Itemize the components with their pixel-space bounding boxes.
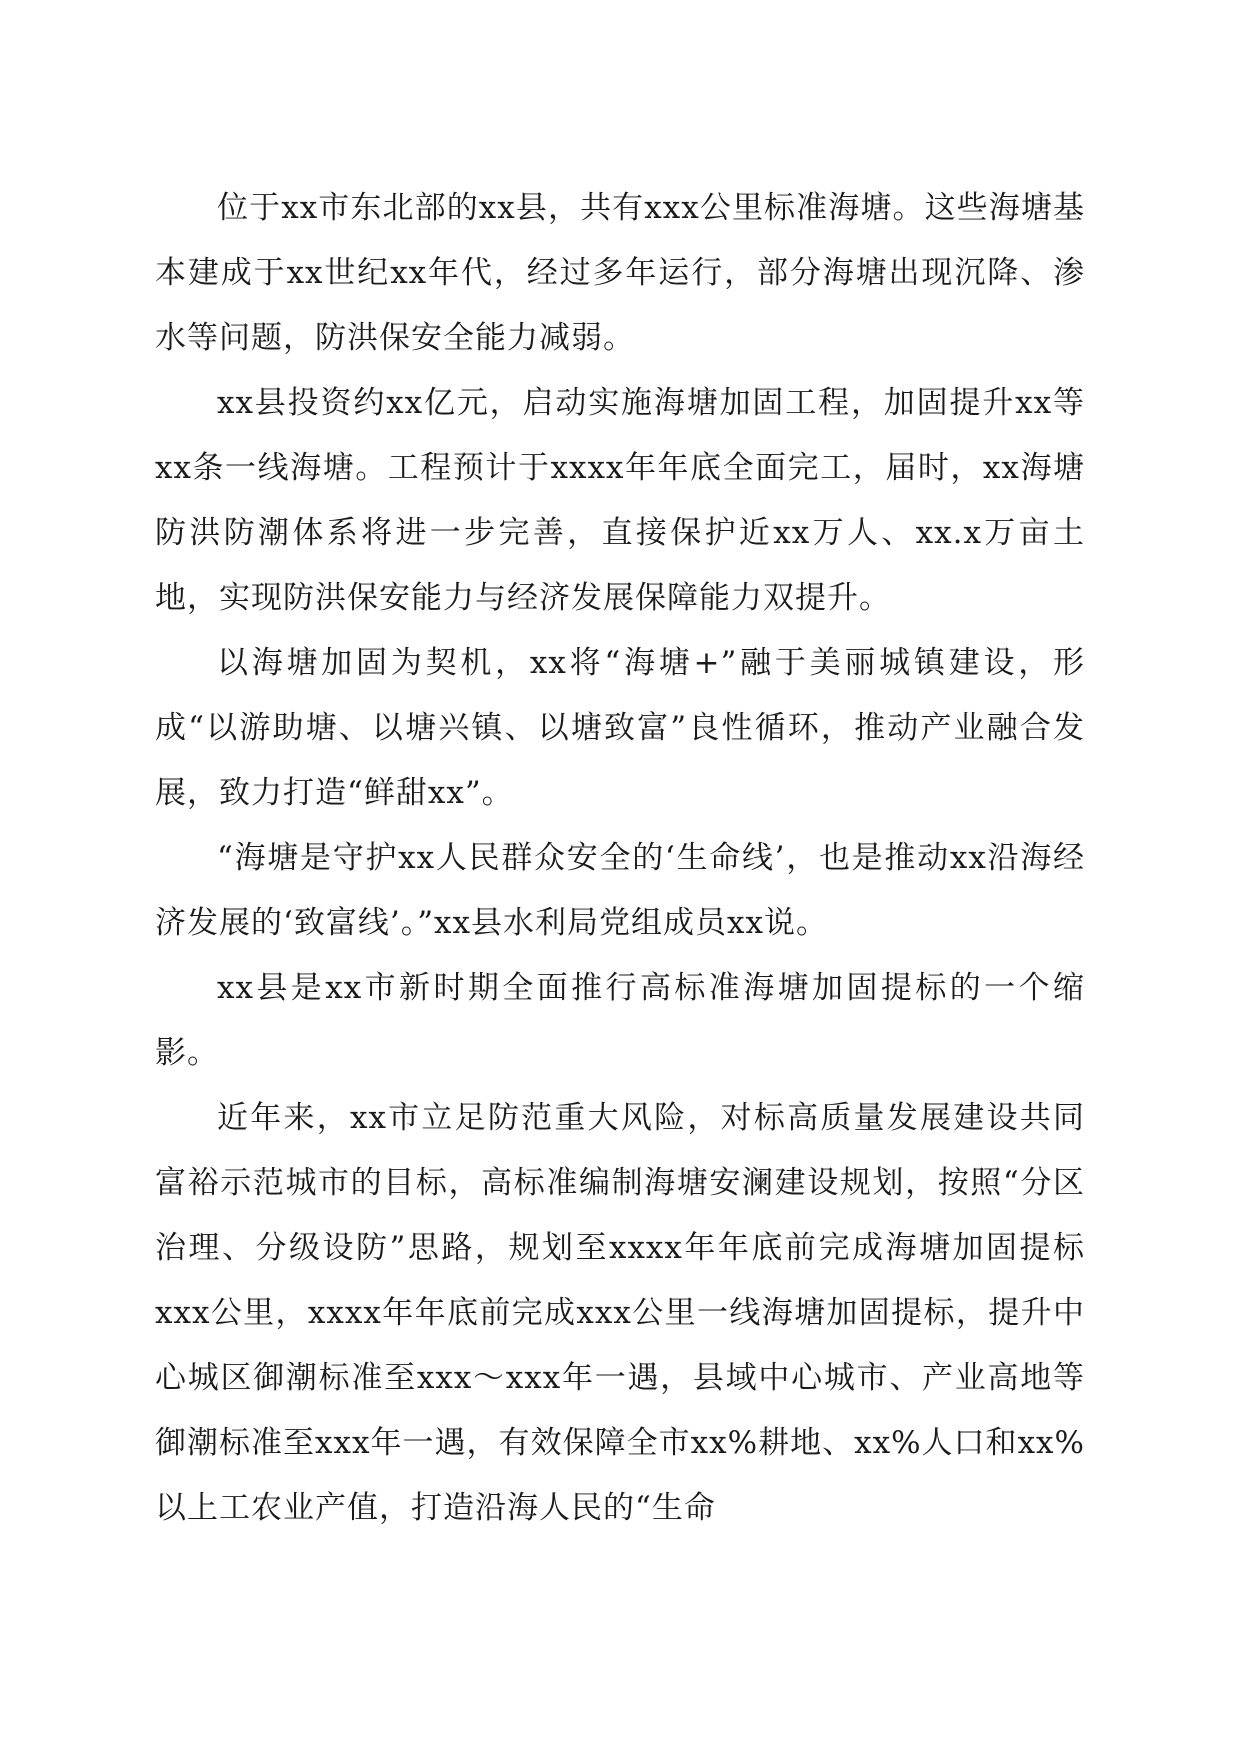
paragraph-6: 近年来，xx市立足防范重大风险，对标高质量发展建设共同富裕示范城市的目标，高标准编制海塘安澜建设规划，按照“分区治理、分级设防”思路，规划至xxxx年年底前完成海塘加固提标xxx公里，xxxx年年底前完成xxx公里一线海塘加固提标，提升中心城区御潮标准至xxx～xxx年一遇，县域中心城市、产业高地等御潮标准至xxx年一遇，有效保障全市xx%耕地、xx%人口和xx%以上工农业产值，打造沿海人民的“生命 bbox=[155, 1100, 1085, 1526]
paragraph-4: “海塘是守护xx人民群众安全的‘生命线’，也是推动xx沿海经济发展的‘致富线’。”xx县水利局党组成员xx说。 bbox=[155, 840, 1085, 941]
paragraph-3: 以海塘加固为契机，xx将“海塘+”融于美丽城镇建设，形成“以游助塘、以塘兴镇、以塘致富”良性循环，推动产业融合发展，致力打造“鲜甜xx”。 bbox=[155, 645, 1085, 811]
paragraph-5: xx县是xx市新时期全面推行高标准海塘加固提标的一个缩影。 bbox=[155, 970, 1085, 1071]
document-body bbox=[155, 176, 1085, 1541]
paragraph-1: 位于xx市东北部的xx县，共有xxx公里标准海塘。这些海塘基本建成于xx世纪xx年代，经过多年运行，部分海塘出现沉降、渗水等问题，防洪保安全能力减弱。 bbox=[155, 190, 1085, 356]
paragraph-2: xx县投资约xx亿元，启动实施海塘加固工程，加固提升xx等xx条一线海塘。工程预计于xxxx年年底全面完工，届时，xx海塘防洪防潮体系将进一步完善，直接保护近xx万人、xx.x万亩土地，实现防洪保安能力与经济发展保障能力双提升。 bbox=[155, 385, 1085, 616]
